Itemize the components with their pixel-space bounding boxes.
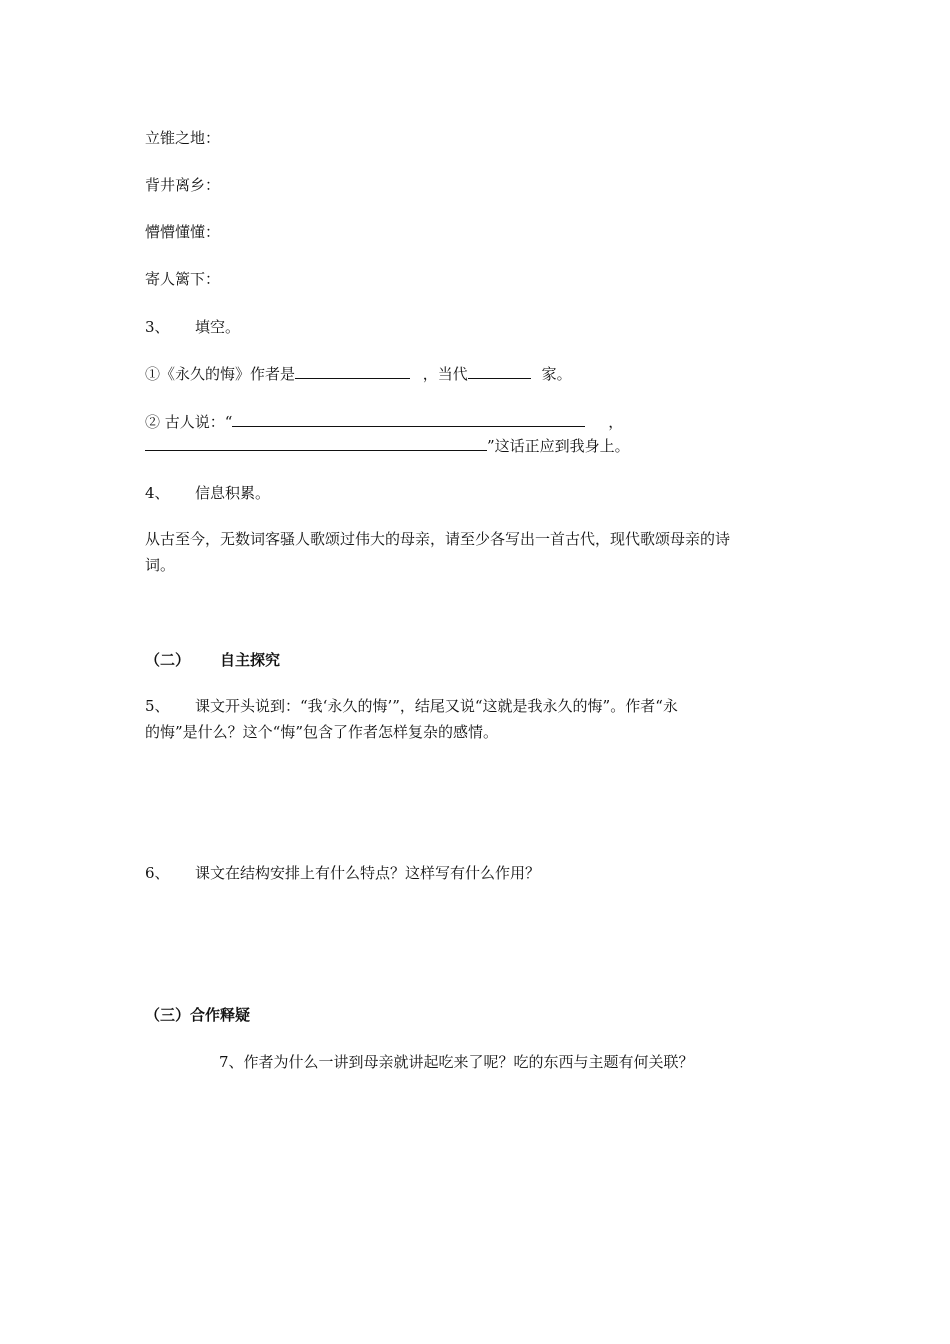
section-label: （二） [145,651,191,669]
question-3-line-3 [145,436,630,456]
prompt-text: ”这话正应到我身上。 [487,437,630,455]
paragraph-line: 词。 [145,556,176,574]
quote-blank-1[interactable] [232,412,585,427]
question-3-line-1 [145,364,572,384]
question-text: 课文在结构安排上有什么特点？这样写有什么作用？ [195,864,541,882]
author-blank[interactable] [295,364,410,379]
vocab-item: 懵懵懂懂： [145,223,221,241]
prompt-text: ， [608,413,624,431]
profession-blank[interactable] [468,364,531,379]
paragraph-line: 课文开头说到：“我‘永久的悔’”，结尾又说“这就是我永久的悔”。作者“永 [195,697,678,715]
question-3-heading [145,317,240,337]
prompt-text: ①《永久的悔》作者是 [145,365,296,383]
paragraph-line: 的悔”是什么？这个“悔”包含了作者怎样复杂的感情。 [145,723,499,741]
question-4-text [145,526,805,578]
question-number: 3、 [145,318,170,336]
question-number: 4、 [145,484,170,502]
prompt-text: ，当代 [422,365,468,383]
question-title: 信息积累。 [195,484,271,502]
vocab-item: 立锥之地： [145,129,221,147]
question-3-line-2 [145,412,623,432]
question-5 [145,693,805,745]
vocab-item: 背井离乡： [145,176,221,194]
prompt-text: 家。 [541,365,572,383]
question-number: 5、 [145,697,170,715]
quote-blank-2[interactable] [145,436,487,451]
question-6 [145,863,540,883]
question-7: 7、作者为什么一讲到母亲就讲起吃来了呢？吃的东西与主题有何关联？ [219,1053,694,1071]
section-title: 自主探究 [220,651,281,669]
question-number: 6、 [145,864,170,882]
section-3-heading: （三）合作释疑 [145,1006,251,1024]
prompt-text: ② 古人说：“ [145,413,233,431]
vocab-item: 寄人篱下： [145,270,221,288]
question-title: 填空。 [195,318,241,336]
paragraph-line: 从古至今，无数词客骚人歌颂过伟大的母亲，请至少各写出一首古代，现代歌颂母亲的诗 [145,530,731,548]
section-2-heading [145,650,280,670]
question-4-heading [145,483,270,503]
